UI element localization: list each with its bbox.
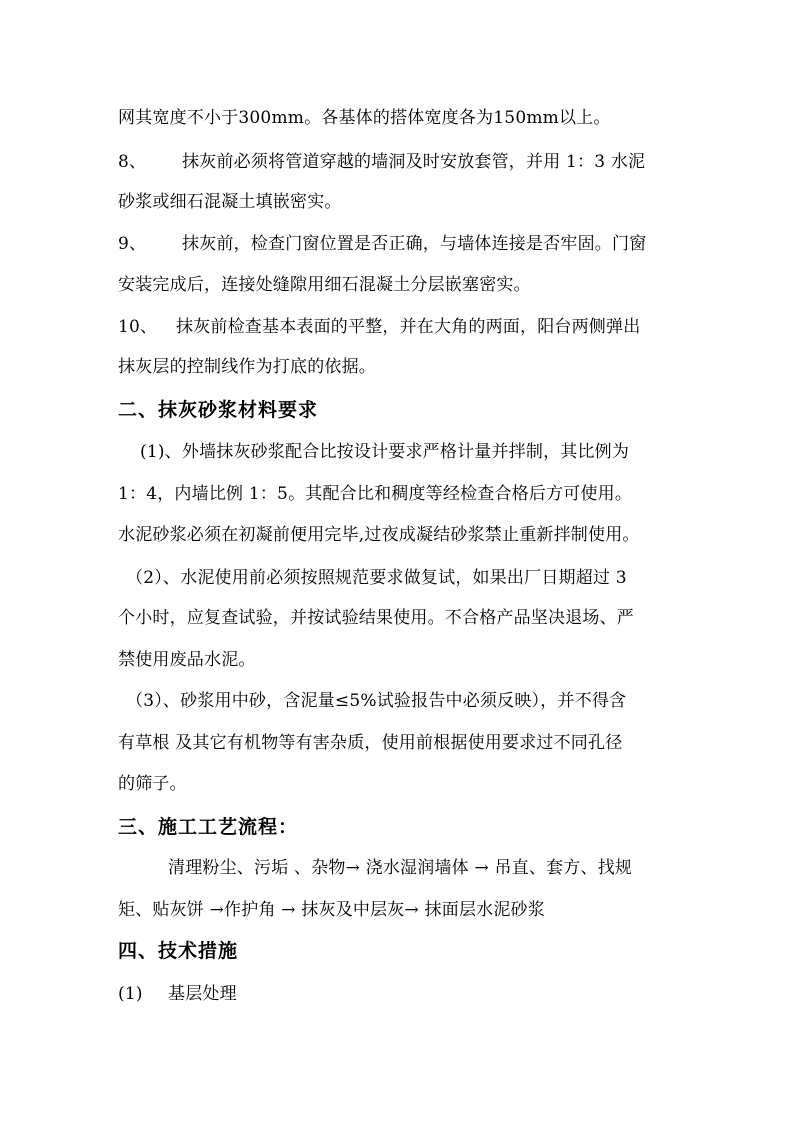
section-heading-2: 二、抹灰砂浆材料要求 [118, 399, 319, 421]
list-number: 8、 [118, 152, 147, 172]
paragraph-continuation: 网其宽度不小于300mm。各基体的搭体宽度各为150mm以上。 [118, 108, 611, 128]
list-item-8 [118, 150, 645, 174]
list-number: (1) [118, 984, 143, 1004]
list-item-10 [118, 315, 640, 339]
list-number: 9、 [118, 234, 147, 254]
list-number: 10、 [118, 317, 158, 337]
technical-item-1 [118, 982, 237, 1006]
list-text: 抹灰前必须将管道穿越的墙洞及时安放套管，并用 1：3 水泥 [182, 152, 646, 172]
material-item-2-line-2: 个小时，应复查试验，并按试验结果使用。不合格产品坚决退场、严 [118, 608, 634, 628]
list-item-8-continuation: 砂浆或细石混凝土填嵌密实。 [118, 192, 342, 212]
material-item-1-line-2: 1：4，内墙比例 1：5。其配合比和稠度等经检查合格后方可使用。 [118, 484, 633, 504]
process-flow-line-1: 清理粉尘、污垢 、杂物→ 浇水湿润墙体 → 吊直、套方、找规 [168, 858, 633, 878]
material-item-3: （3）、砂浆用中砂，含泥量≤5%试验报告中必须反映），并不得含 [126, 691, 627, 711]
material-item-3-line-2: 有草根 及其它有机物等有害杂质，使用前根据使用要求过不同孔径 [118, 733, 623, 753]
process-flow-line-2: 矩、贴灰饼 →作护角 → 抹灰及中层灰→ 抹面层水泥砂浆 [118, 900, 545, 920]
list-item-9-continuation: 安装完成后，连接处缝隙用细石混凝土分层嵌塞密实。 [118, 275, 531, 295]
section-heading-3: 三、施工工艺流程： [118, 816, 299, 838]
list-text: 抹灰前检查基本表面的平整，并在大角的两面，阳台两侧弹出 [176, 317, 641, 337]
material-item-1-line-3: 水泥砂浆必须在初凝前便用完毕,过夜成凝结砂浆禁止重新拌制使用。 [118, 525, 640, 545]
list-item-9 [118, 232, 646, 256]
material-item-1: (1)、外墙抹灰砂浆配合比按设计要求严格计量并拌制，其比例为 [140, 442, 630, 462]
list-text: 抹灰前，检查门窗位置是否正确，与墙体连接是否牢固。门窗 [182, 234, 647, 254]
list-text: 基层处理 [168, 984, 237, 1004]
material-item-3-line-3: 的筛子。 [118, 774, 187, 794]
list-item-10-continuation: 抹灰层的控制线作为打底的依据。 [118, 357, 376, 377]
section-heading-4: 四、技术措施 [118, 940, 239, 962]
material-item-2-line-3: 禁使用废品水泥。 [118, 650, 256, 670]
material-item-2: （2）、水泥使用前必须按照规范要求做复试，如果出厂日期超过 3 [126, 568, 627, 588]
